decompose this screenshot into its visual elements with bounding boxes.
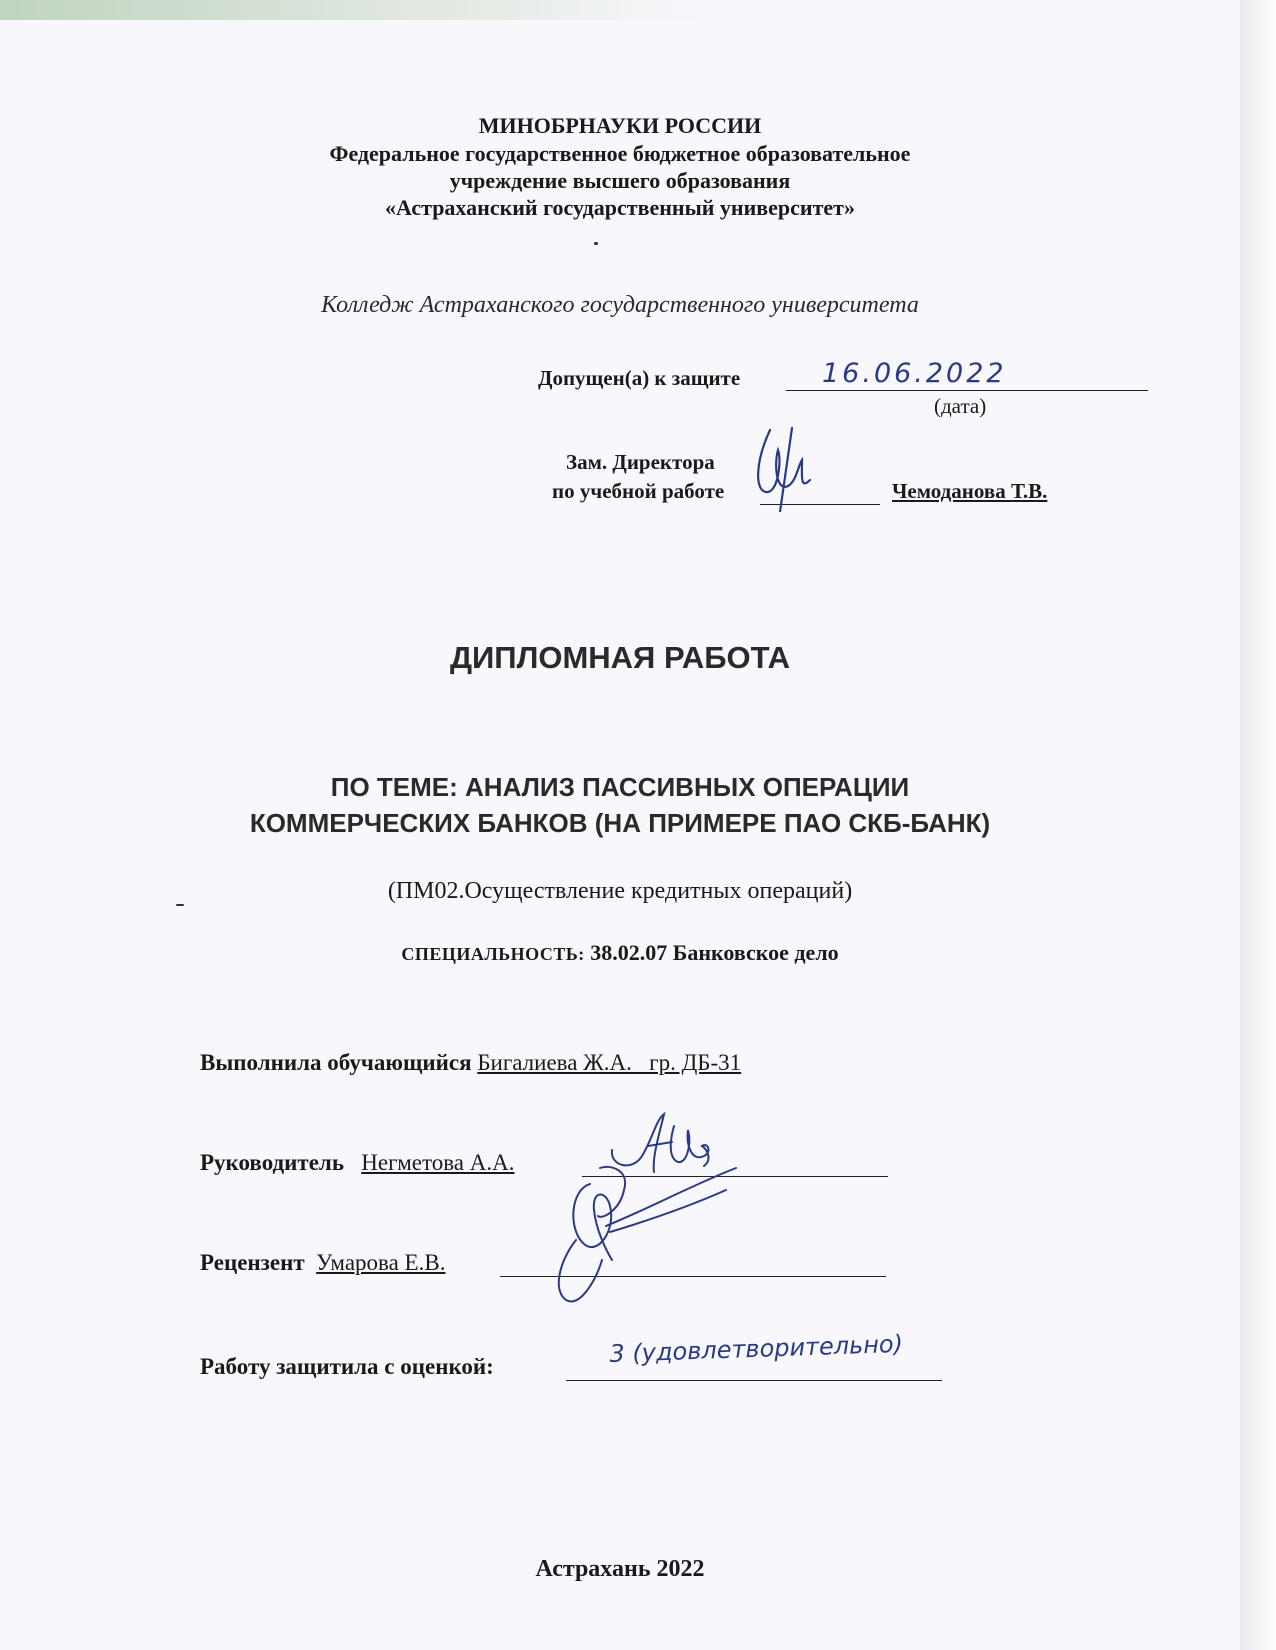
reviewer-label: Рецензент bbox=[200, 1250, 305, 1275]
scan-speck bbox=[594, 242, 598, 245]
deputy-signature bbox=[752, 420, 842, 512]
city-year: Астрахань 2022 bbox=[535, 1556, 705, 1582]
grade-line bbox=[566, 1380, 942, 1381]
student-value: Бигалиева Ж.А. гр. ДБ-31 bbox=[477, 1050, 742, 1075]
deputy-title-line-1: Зам. Директора bbox=[566, 450, 715, 474]
ministry-line: МИНОБРНАУКИ РОССИИ bbox=[478, 113, 762, 138]
handwritten-date: 16.06.2022 bbox=[822, 358, 1007, 389]
handwritten-grade: 3 (удовлетворительно) bbox=[609, 1329, 904, 1368]
deputy-name: Чемоданова Т.В. bbox=[892, 479, 1048, 503]
supervisor-label: Руководитель bbox=[200, 1150, 344, 1175]
supervisor-value: Негметова А.А. bbox=[361, 1150, 515, 1175]
student-label: Выполнила обучающийся bbox=[200, 1050, 472, 1075]
specialty-label: СПЕЦИАЛЬНОСТЬ: bbox=[401, 944, 585, 964]
grade-row bbox=[200, 1354, 494, 1380]
reviewer-signature bbox=[540, 1160, 740, 1310]
scan-artifact bbox=[0, 0, 700, 20]
specialty bbox=[0, 940, 1240, 966]
professional-module: (ПМ02.Осуществление кредитных операций) bbox=[387, 878, 853, 904]
college-name: Колледж Астраханского государственного университета bbox=[321, 292, 919, 318]
reviewer-row bbox=[200, 1250, 445, 1276]
topic-line-1: ПО ТЕМЕ: АНАЛИЗ ПАССИВНЫХ ОПЕРАЦИИ bbox=[330, 772, 910, 802]
institution-line-2: учреждение высшего образования bbox=[449, 168, 791, 193]
specialty-value: 38.02.07 Банковское дело bbox=[590, 940, 839, 965]
admission-label: Допущен(а) к защите bbox=[538, 366, 741, 390]
document-title: ДИПЛОМНАЯ РАБОТА bbox=[449, 640, 791, 675]
grade-label: Работу защитила с оценкой: bbox=[200, 1354, 494, 1379]
supervisor-row bbox=[200, 1150, 514, 1176]
student-row bbox=[200, 1050, 741, 1076]
university-name: «Астраханский государственный университет» bbox=[385, 195, 855, 220]
reviewer-value: Умарова Е.В. bbox=[316, 1250, 446, 1275]
date-caption: (дата) bbox=[934, 394, 987, 418]
scan-speck bbox=[176, 904, 184, 906]
admission-date-line bbox=[786, 390, 1148, 391]
page-edge bbox=[1240, 0, 1276, 1650]
topic-line-2: КОММЕРЧЕСКИХ БАНКОВ (НА ПРИМЕРЕ ПАО СКБ-БАНК) bbox=[249, 808, 991, 838]
institution-line-1: Федеральное государственное бюджетное образовательное bbox=[329, 141, 911, 166]
deputy-title-line-2: по учебной работе bbox=[552, 479, 725, 503]
